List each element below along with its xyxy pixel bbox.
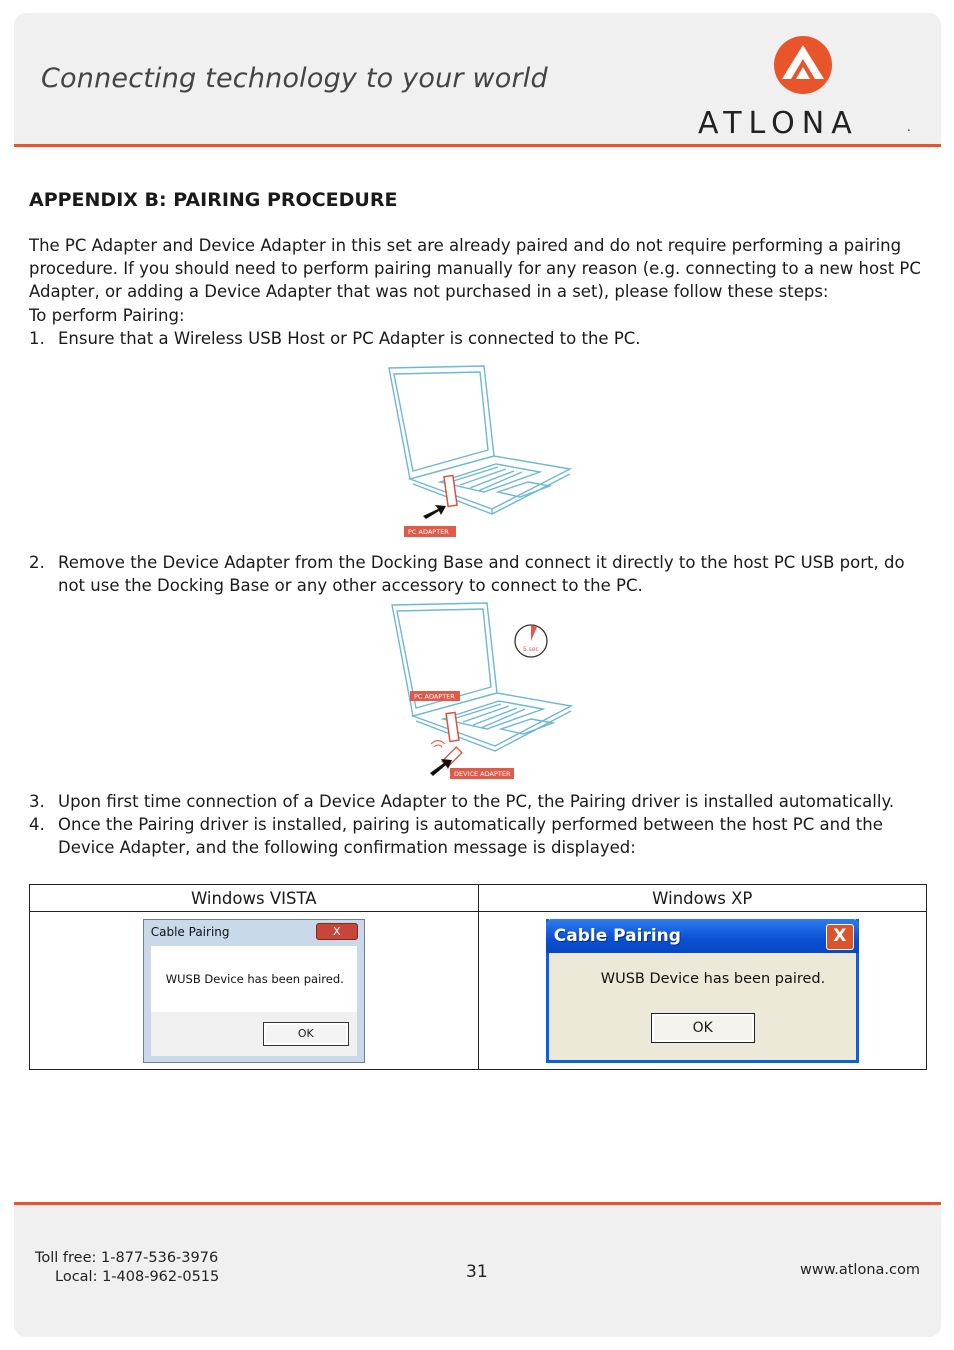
local-number: Local: 1-408-962-0515	[55, 1269, 220, 1285]
col-header-xp: Windows XP	[478, 885, 927, 912]
xp-dialog-message: WUSB Device has been paired.	[600, 970, 826, 987]
device-adapter-label: DEVICE ADAPTER	[454, 770, 511, 778]
step-number: 3.	[29, 792, 45, 811]
pc-adapter-label: PC ADAPTER	[414, 692, 455, 701]
timer-label: 5 sec	[523, 646, 539, 653]
step-text: Ensure that a Wireless USB Host or PC Adapter is connected to the PC.	[58, 329, 641, 348]
toll-free-number: Toll free: 1-877-536-3976	[35, 1250, 219, 1266]
xp-close-button[interactable]: X	[826, 924, 854, 950]
vista-dialog-body	[151, 946, 357, 1056]
step-text: Device Adapter, and the following confirmation message is displayed:	[58, 838, 636, 858]
step-1	[29, 327, 929, 350]
step-3	[29, 790, 929, 813]
vista-dialog-message: WUSB Device has been paired.	[165, 971, 344, 986]
step-number: 4.	[29, 815, 45, 834]
vista-dialog-footer	[151, 1012, 357, 1056]
intro-paragraph	[29, 234, 929, 327]
step-text: Once the Pairing driver is installed, pairing is automatically performed between the host PC and the	[58, 815, 883, 834]
section-heading: APPENDIX B: PAIRING PROCEDURE	[29, 189, 398, 211]
step-text: not use the Docking Base or any other accessory to connect to the PC.	[58, 576, 643, 596]
intro-line: To perform Pairing:	[29, 305, 185, 325]
step-text: Upon first time connection of a Device Adapter to the PC, the Pairing driver is installed automatically.	[58, 792, 895, 811]
vista-pairing-dialog	[143, 919, 365, 1063]
xp-dialog-title: Cable Pairing	[553, 925, 681, 946]
tagline: Connecting technology to your world	[41, 63, 548, 94]
vista-ok-button[interactable]: OK	[263, 1022, 349, 1046]
intro-line: procedure. If you should need to perform pairing manually for any reason (e.g. connecting to a new host PC	[29, 259, 921, 279]
step-text: Remove the Device Adapter from the Docking Base and connect it directly to the host PC USB port, do	[58, 553, 905, 572]
laptop-pc-adapter-figure	[380, 364, 575, 539]
vista-close-button[interactable]: X	[316, 923, 358, 940]
vista-cell	[30, 912, 479, 1070]
website-link[interactable]: www.atlona.com	[800, 1262, 920, 1278]
intro-line: Adapter, or adding a Device Adapter that was not purchased in a set), please follow these steps:	[29, 282, 829, 302]
atlona-logo-dot: .	[907, 120, 911, 134]
page-header	[14, 13, 941, 147]
table-row	[30, 912, 927, 1070]
col-header-vista: Windows VISTA	[30, 885, 479, 912]
xp-ok-button[interactable]: OK	[651, 1013, 755, 1043]
pc-adapter-label: PC ADAPTER	[408, 528, 449, 536]
xp-pairing-dialog	[546, 919, 859, 1063]
atlona-logo-text: ATLONA	[698, 106, 859, 141]
xp-title-bar	[546, 919, 859, 953]
atlona-logo-icon	[772, 35, 834, 95]
laptop-device-adapter-figure	[388, 601, 578, 781]
table-header-row	[30, 885, 927, 912]
contact-numbers	[35, 1249, 219, 1287]
intro-line: The PC Adapter and Device Adapter in this set are already paired and do not require performing a pairing	[29, 236, 902, 255]
page-number: 31	[466, 1262, 488, 1282]
step-4	[29, 813, 929, 859]
step-number: 1.	[29, 329, 45, 348]
vista-dialog-title: Cable Pairing	[150, 924, 230, 939]
step-number: 2.	[29, 553, 45, 572]
os-comparison-table	[29, 884, 927, 1070]
step-2	[29, 551, 929, 597]
xp-cell	[478, 912, 927, 1070]
